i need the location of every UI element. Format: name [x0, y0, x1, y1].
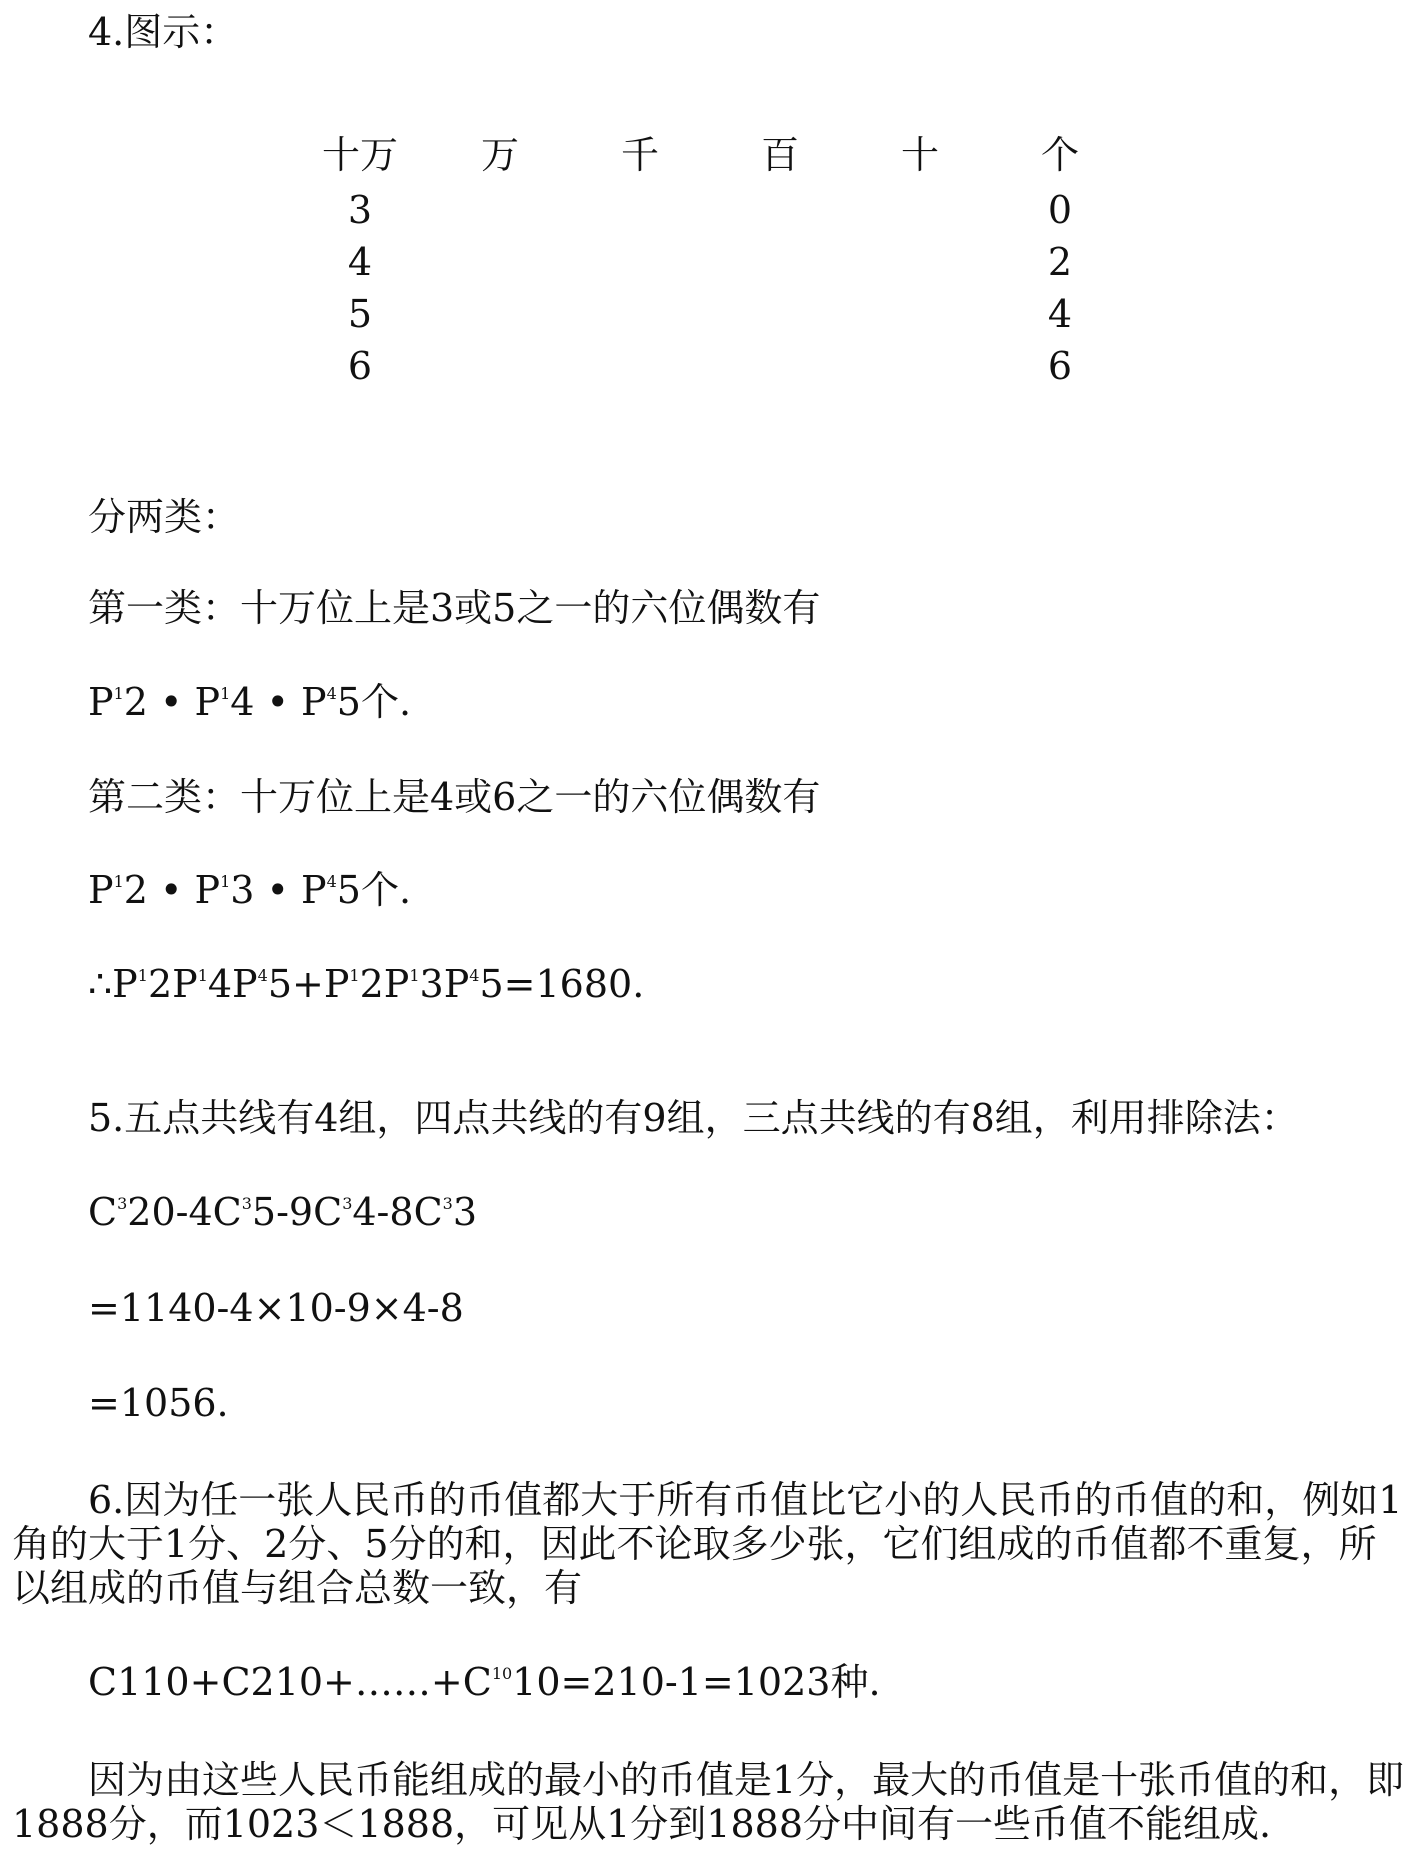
formula-part: 5个. — [336, 680, 412, 724]
formula-sup: 4 — [257, 966, 268, 985]
formula-part: 2 • — [123, 868, 195, 912]
q4-class2-formula — [88, 868, 411, 912]
q4-class2-text: 第二类：十万位上是4或6之一的六位偶数有 — [88, 775, 821, 819]
table-header-hundred-thousands: 十万 — [321, 133, 398, 177]
formula-sup: 4 — [326, 684, 337, 703]
formula-sup: 1 — [113, 872, 124, 891]
q5-step1: =1140-4×10-9×4-8 — [88, 1286, 464, 1330]
table-cell: 4 — [347, 240, 373, 284]
formula-part: 20-4C — [127, 1190, 242, 1234]
q4-class1-formula — [88, 680, 411, 724]
formula-part: 5+P — [267, 962, 350, 1006]
q5-formula — [88, 1190, 477, 1234]
table-cell: 2 — [1047, 240, 1073, 284]
formula-part: P — [301, 868, 327, 912]
formula-sup: 3 — [117, 1194, 128, 1213]
table-cell: 0 — [1047, 188, 1073, 232]
formula-part: C110+C210+……+C — [88, 1660, 492, 1704]
formula-sup: 1 — [197, 966, 208, 985]
table-header-hundreds: 百 — [760, 133, 799, 177]
formula-sup: 1 — [349, 966, 360, 985]
formula-part: 4-8C — [352, 1190, 443, 1234]
formula-part: 10=210-1=1023种. — [512, 1660, 881, 1704]
q6-paragraph-2: 因为由这些人民币能组成的最小的币值是1分，最大的币值是十张币值的和，即1888分，而1023＜1888，可见从1分到1888分中间有一些币值不能组成. — [12, 1758, 1405, 1846]
formula-part: P — [88, 868, 114, 912]
q5-step2: =1056. — [88, 1381, 229, 1425]
formula-sup: 3 — [241, 1194, 252, 1213]
q6-paragraph-1: 6.因为任一张人民币的币值都大于所有币值比它小的人民币的币值的和，例如1角的大于1分、2分、5分的和，因此不论取多少张，它们组成的币值都不重复，所以组成的币值与组合总数一致，有 — [12, 1478, 1403, 1610]
formula-sup: 10 — [491, 1664, 513, 1683]
formula-sup: 3 — [342, 1194, 353, 1213]
formula-part: P — [194, 868, 221, 912]
formula-part: P — [194, 680, 221, 724]
formula-part: 3 — [452, 1190, 478, 1234]
formula-part: 2 • — [123, 680, 195, 724]
formula-sup: 4 — [326, 872, 337, 891]
q6-formula — [88, 1660, 881, 1704]
formula-part: ∴P — [88, 962, 138, 1006]
table-cell: 6 — [347, 344, 373, 388]
q4-split: 分两类： — [88, 495, 241, 539]
formula-part: 3P — [419, 962, 470, 1006]
table-cell: 6 — [1047, 344, 1073, 388]
q4-total — [88, 962, 644, 1006]
q4-class1-text: 第一类：十万位上是3或5之一的六位偶数有 — [88, 586, 821, 630]
table-cell: 5 — [347, 292, 373, 336]
formula-part: 2P — [147, 962, 198, 1006]
formula-part: C — [88, 1190, 118, 1234]
formula-sup: 1 — [137, 966, 148, 985]
table-cell: 3 — [347, 188, 373, 232]
q5-intro: 5.五点共线有4组，四点共线的有9组，三点共线的有8组，利用排除法： — [88, 1096, 1299, 1140]
formula-part: 4 • — [230, 680, 302, 724]
formula-part: 5-9C — [251, 1190, 343, 1234]
formula-part: 5=1680. — [479, 962, 645, 1006]
formula-part: 3 • — [230, 868, 302, 912]
table-header-ones: 个 — [1040, 133, 1079, 177]
formula-sup: 1 — [220, 872, 231, 891]
formula-part: 2P — [359, 962, 410, 1006]
formula-sup: 3 — [442, 1194, 453, 1213]
formula-part: P — [88, 680, 114, 724]
formula-sup: 1 — [220, 684, 231, 703]
q4-title: 4.图示： — [88, 10, 239, 54]
table-cell: 4 — [1047, 292, 1073, 336]
formula-part: 4P — [207, 962, 258, 1006]
formula-sup: 1 — [409, 966, 420, 985]
formula-sup: 1 — [113, 684, 124, 703]
table-header-thousands: 千 — [620, 133, 659, 177]
formula-part: P — [301, 680, 327, 724]
table-header-tens: 十 — [900, 133, 939, 177]
formula-part: 5个. — [336, 868, 412, 912]
formula-sup: 4 — [469, 966, 480, 985]
table-header-ten-thousands: 万 — [480, 133, 519, 177]
